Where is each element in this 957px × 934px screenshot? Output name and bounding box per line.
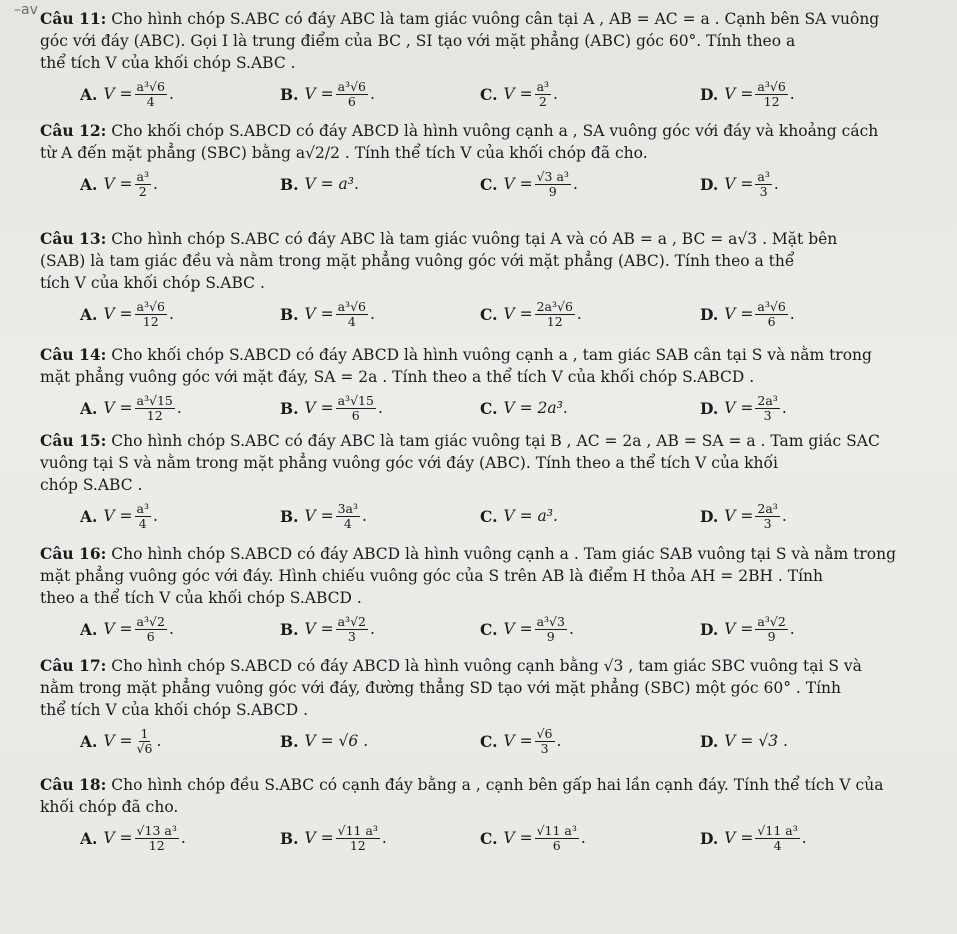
fraction-numerator: a³√2 [136, 613, 165, 629]
option-suffix: . [801, 829, 807, 847]
option-expression: V = [103, 829, 133, 847]
option-label: D. [700, 398, 719, 418]
answer-options [40, 496, 947, 536]
question-text-line [40, 587, 947, 609]
answer-option-c[interactable] [480, 496, 558, 536]
question-text-line [40, 774, 947, 796]
answer-option-a[interactable] [80, 818, 186, 858]
option-label: B. [280, 731, 299, 751]
fraction-denominator: 4 [343, 515, 352, 531]
question-text: thể tích V của khối chóp S.ABC . [40, 54, 296, 72]
answer-option-a[interactable] [80, 164, 158, 204]
option-suffix: . [156, 732, 162, 750]
answer-option-a[interactable] [80, 74, 174, 114]
option-suffix: . [556, 732, 562, 750]
answer-option-d[interactable] [700, 496, 787, 536]
question-text: từ A đến mặt phẳng (SBC) bằng a√2/2 . Tính thể tích V của khối chóp đã cho. [40, 144, 648, 162]
answer-option-b[interactable] [280, 818, 387, 858]
option-suffix: . [789, 85, 795, 103]
fraction-numerator: 3a³ [337, 500, 359, 516]
answer-options [40, 818, 947, 858]
question-label: Câu 17: [40, 656, 107, 675]
option-fraction [755, 502, 779, 531]
answer-option-c[interactable] [480, 609, 574, 649]
question-text-line [40, 565, 947, 587]
option-fraction [336, 502, 360, 531]
question-text-line [40, 474, 947, 496]
question-text-line [40, 344, 947, 366]
option-fraction [135, 727, 155, 756]
option-expression: V = [724, 305, 754, 323]
fraction-denominator: 12 [146, 407, 163, 423]
question-18 [40, 774, 947, 858]
fraction-numerator: a³ [536, 78, 550, 94]
question-text-line [40, 228, 947, 250]
option-fraction [755, 615, 787, 644]
option-label: C. [480, 506, 498, 526]
answer-option-b[interactable] [280, 164, 359, 204]
fraction-numerator: 1 [140, 725, 149, 741]
question-text: (SAB) là tam giác đều và nằm trong mặt phẳng vuông góc với mặt phẳng (ABC). Tính theo a thể [40, 252, 795, 270]
option-fraction [135, 300, 167, 329]
fraction-denominator: 12 [546, 313, 563, 329]
answer-options [40, 294, 947, 334]
fraction-numerator: a³√6 [136, 298, 165, 314]
option-fraction [535, 615, 567, 644]
option-label: D. [700, 828, 719, 848]
question-text-line [40, 8, 947, 30]
option-label: B. [280, 506, 299, 526]
question-text: Cho hình chóp S.ABCD có đáy ABCD là hình vuông cạnh a . Tam giác SAB vuông tại S và nằm trong [111, 545, 897, 563]
fraction-numerator: a³√6 [337, 78, 366, 94]
question-text-line [40, 452, 947, 474]
fraction-denominator: 4 [773, 837, 782, 853]
option-fraction [755, 170, 771, 199]
option-expression: V = [304, 507, 334, 525]
option-label: B. [280, 304, 299, 324]
fraction-numerator: a³√6 [136, 78, 165, 94]
fraction-numerator: a³ [136, 500, 150, 516]
fraction-denominator: 3 [763, 515, 772, 531]
question-text: vuông tại S và nằm trong mặt phẳng vuông góc với đáy (ABC). Tính theo a thể tích V của khối [40, 454, 778, 472]
fraction-denominator: 2 [538, 93, 547, 109]
option-fraction [755, 824, 799, 853]
option-expression: V = [503, 175, 533, 193]
answer-option-b[interactable] [280, 388, 383, 428]
fraction-denominator: 6 [767, 313, 776, 329]
question-text-line [40, 52, 947, 74]
question-label: Câu 14: [40, 345, 107, 364]
option-expression: V = [304, 85, 334, 103]
option-fraction [535, 170, 571, 199]
option-label: B. [280, 84, 299, 104]
answer-option-a[interactable] [80, 388, 182, 428]
option-expression: V = 2a³. [503, 399, 568, 417]
option-label: B. [280, 174, 299, 194]
option-expression: V = a³. [304, 175, 359, 193]
question-text: chóp S.ABC . [40, 476, 143, 494]
answer-option-d[interactable] [700, 388, 787, 428]
fraction-denominator: 3 [763, 407, 772, 423]
answer-option-d[interactable] [700, 164, 779, 204]
question-text: Cho hình chóp S.ABCD có đáy ABCD là hình vuông cạnh bằng √3 , tam giác SBC vuông tại S và [111, 657, 862, 675]
option-label: C. [480, 828, 498, 848]
option-label: C. [480, 84, 498, 104]
question-text: Cho hình chóp S.ABC có đáy ABC là tam giác vuông tại A và có AB = a , BC = a√3 . Mặt bên [111, 230, 838, 248]
option-expression: V = [103, 399, 133, 417]
fraction-numerator: √6 [536, 725, 553, 741]
option-suffix: . [153, 175, 158, 193]
fraction-numerator: a³ [757, 168, 770, 184]
fraction-numerator: a³√15 [136, 392, 173, 408]
question-12 [40, 120, 947, 204]
option-suffix: . [362, 507, 367, 525]
answer-option-a[interactable] [80, 496, 158, 536]
option-expression: V = [503, 732, 533, 750]
question-text-line [40, 430, 947, 452]
option-fraction [336, 300, 368, 329]
option-fraction [336, 824, 380, 853]
fraction-denominator: √6 [136, 740, 153, 756]
question-text: khối chóp đã cho. [40, 798, 179, 816]
option-suffix: . [168, 85, 174, 103]
fraction-denominator: 3 [759, 183, 768, 199]
answer-option-c[interactable] [480, 818, 586, 858]
answer-options [40, 721, 947, 761]
handwritten-margin-note: –av [14, 2, 38, 18]
option-suffix: . [580, 829, 586, 847]
question-text: góc với đáy (ABC). Gọi I là trung điểm của BC , SI tạo với mặt phẳng (ABC) góc 60°. Tính theo a [40, 32, 796, 50]
option-expression: V = [724, 507, 754, 525]
answer-option-b[interactable] [280, 609, 375, 649]
option-fraction [755, 394, 779, 423]
option-fraction [135, 615, 167, 644]
option-expression: V = [724, 829, 754, 847]
option-label: C. [480, 619, 498, 639]
option-fraction [336, 394, 376, 423]
option-fraction [135, 80, 167, 109]
answer-option-a[interactable] [80, 294, 174, 334]
answer-option-b[interactable] [280, 721, 368, 761]
option-label: B. [280, 398, 299, 418]
question-16 [40, 543, 947, 649]
option-expression: V = [103, 305, 133, 323]
question-14 [40, 344, 947, 428]
question-text: Cho khối chóp S.ABCD có đáy ABCD là hình vuông cạnh a , SA vuông góc với đáy và khoảng cách [111, 122, 879, 140]
option-label: C. [480, 731, 498, 751]
option-suffix: . [377, 399, 383, 417]
question-label: Câu 12: [40, 121, 107, 140]
fraction-denominator: 9 [548, 183, 557, 199]
fraction-numerator: a³ [136, 168, 150, 184]
option-label: A. [80, 619, 98, 639]
question-17 [40, 655, 947, 761]
answer-option-c[interactable] [480, 721, 561, 761]
option-fraction [336, 80, 368, 109]
question-text-line [40, 30, 947, 52]
option-expression: V = [503, 620, 533, 638]
question-11 [40, 8, 947, 114]
question-text: Cho hình chóp đều S.ABC có cạnh đáy bằng a , cạnh bên gấp hai lần cạnh đáy. Tính thể tích V của [111, 776, 884, 794]
question-text: thể tích V của khối chóp S.ABCD . [40, 701, 308, 719]
option-expression: V = a³. [503, 507, 558, 525]
answer-options [40, 164, 947, 204]
option-label: C. [480, 304, 498, 324]
option-suffix: . [370, 305, 375, 323]
fraction-denominator: 9 [767, 628, 776, 644]
answer-options [40, 388, 947, 428]
option-label: A. [80, 506, 98, 526]
answer-option-c[interactable] [480, 294, 582, 334]
option-fraction [336, 615, 368, 644]
answer-option-d[interactable] [700, 74, 795, 114]
question-text: Cho khối chóp S.ABCD có đáy ABCD là hình vuông cạnh a , tam giác SAB cân tại S và nằm trong [111, 346, 872, 364]
fraction-denominator: 2 [138, 183, 147, 199]
option-suffix: . [153, 507, 158, 525]
option-label: A. [80, 731, 98, 751]
option-label: A. [80, 304, 98, 324]
option-fraction [135, 394, 175, 423]
fraction-numerator: √11 a³ [757, 822, 798, 838]
fraction-numerator: a³√15 [337, 392, 374, 408]
question-text: mặt phẳng vuông góc với mặt đáy, SA = 2a . Tính theo a thể tích V của khối chóp S.ABCD . [40, 368, 755, 386]
fraction-denominator: 12 [349, 837, 366, 853]
answer-option-b[interactable] [280, 294, 375, 334]
answer-options [40, 74, 947, 114]
option-suffix: . [773, 175, 779, 193]
option-expression: V = [103, 507, 133, 525]
option-label: A. [80, 398, 98, 418]
option-suffix: . [381, 829, 387, 847]
option-fraction [135, 502, 151, 531]
fraction-numerator: √13 a³ [136, 822, 177, 838]
option-label: D. [700, 304, 719, 324]
option-expression: V = [503, 829, 533, 847]
option-suffix: . [370, 85, 375, 103]
question-text-line [40, 543, 947, 565]
option-suffix: . [781, 507, 787, 525]
option-suffix: . [572, 175, 578, 193]
option-fraction [755, 300, 787, 329]
fraction-denominator: 4 [146, 93, 155, 109]
question-text-line [40, 366, 947, 388]
option-fraction [535, 727, 555, 756]
option-expression: V = [103, 175, 133, 193]
option-suffix: . [176, 399, 182, 417]
option-expression: V = [304, 829, 334, 847]
fraction-numerator: √11 a³ [337, 822, 378, 838]
answer-option-b[interactable] [280, 496, 367, 536]
question-text: mặt phẳng vuông góc với đáy. Hình chiếu vuông góc của S trên AB là điểm H thỏa AH = 2BH . Tính [40, 567, 824, 585]
question-text-line [40, 120, 947, 142]
question-label: Câu 11: [40, 9, 107, 28]
fraction-denominator: 6 [351, 407, 360, 423]
option-suffix: . [168, 620, 174, 638]
fraction-numerator: a³√6 [757, 298, 786, 314]
answer-option-a[interactable] [80, 721, 161, 761]
answer-options [40, 609, 947, 649]
option-expression: V = √6 . [304, 732, 369, 750]
option-expression: V = [503, 85, 533, 103]
option-label: C. [480, 398, 498, 418]
answer-option-d[interactable] [700, 294, 795, 334]
question-text-line [40, 142, 947, 164]
option-expression: V = √3 . [724, 732, 788, 750]
fraction-denominator: 9 [546, 628, 555, 644]
option-expression: V = [503, 305, 533, 323]
fraction-numerator: a³√2 [337, 613, 366, 629]
option-label: C. [480, 174, 498, 194]
option-expression: V = [724, 399, 754, 417]
option-suffix: . [781, 399, 787, 417]
question-text: tích V của khối chóp S.ABC . [40, 274, 265, 292]
option-suffix: . [168, 305, 174, 323]
option-expression: V = [724, 85, 754, 103]
question-label: Câu 13: [40, 229, 107, 248]
question-text-line [40, 796, 947, 818]
answer-option-d[interactable] [700, 721, 788, 761]
option-expression: V = [724, 620, 754, 638]
fraction-numerator: a³√6 [337, 298, 366, 314]
fraction-denominator: 12 [148, 837, 165, 853]
option-fraction [535, 824, 579, 853]
question-text-line [40, 655, 947, 677]
question-label: Câu 16: [40, 544, 107, 563]
question-15 [40, 430, 947, 536]
fraction-numerator: √11 a³ [536, 822, 577, 838]
answer-option-d[interactable] [700, 818, 807, 858]
question-label: Câu 15: [40, 431, 107, 450]
option-expression: V = [304, 620, 334, 638]
option-label: D. [700, 619, 719, 639]
fraction-denominator: 12 [142, 313, 159, 329]
option-label: D. [700, 84, 719, 104]
fraction-denominator: 6 [552, 837, 561, 853]
question-13 [40, 228, 947, 334]
question-text-line [40, 677, 947, 699]
option-fraction [135, 824, 179, 853]
fraction-numerator: 2a³ [757, 392, 778, 408]
option-suffix: . [370, 620, 375, 638]
fraction-denominator: 6 [146, 628, 155, 644]
fraction-denominator: 4 [347, 313, 356, 329]
option-expression: V = [304, 399, 334, 417]
fraction-denominator: 6 [347, 93, 356, 109]
question-text: theo a thể tích V của khối chóp S.ABCD . [40, 589, 362, 607]
option-fraction [755, 80, 787, 109]
question-text-line [40, 699, 947, 721]
fraction-numerator: √3 a³ [536, 168, 569, 184]
option-label: A. [80, 174, 98, 194]
option-suffix: . [789, 305, 795, 323]
fraction-denominator: 3 [540, 740, 549, 756]
option-label: A. [80, 828, 98, 848]
option-suffix: . [789, 620, 795, 638]
answer-option-c[interactable] [480, 388, 568, 428]
fraction-denominator: 12 [763, 93, 780, 109]
option-label: B. [280, 828, 299, 848]
option-label: D. [700, 506, 719, 526]
option-expression: V = [103, 620, 133, 638]
fraction-denominator: 3 [347, 628, 356, 644]
fraction-numerator: a³√6 [757, 78, 786, 94]
option-expression: V = [304, 305, 334, 323]
fraction-numerator: a³√2 [757, 613, 786, 629]
option-suffix: . [576, 305, 582, 323]
question-text: nằm trong mặt phẳng vuông góc với đáy, đường thẳng SD tạo với mặt phẳng (SBC) một góc 60° . Tính [40, 679, 842, 697]
question-text-line [40, 272, 947, 294]
answer-option-b[interactable] [280, 74, 375, 114]
option-expression: V = [103, 732, 133, 750]
question-text: Cho hình chóp S.ABC có đáy ABC là tam giác vuông tại B , AC = 2a , AB = SA = a . Tam giác SAC [111, 432, 880, 450]
option-expression: V = [103, 85, 133, 103]
fraction-numerator: a³√3 [536, 613, 565, 629]
question-label: Câu 18: [40, 775, 107, 794]
answer-option-c[interactable] [480, 74, 558, 114]
fraction-numerator: 2a³ [757, 500, 778, 516]
option-label: D. [700, 731, 719, 751]
fraction-numerator: 2a³√6 [536, 298, 573, 314]
option-expression: V = [724, 175, 754, 193]
option-label: B. [280, 619, 299, 639]
question-text-line [40, 250, 947, 272]
question-text: Cho hình chóp S.ABC có đáy ABC là tam giác vuông cân tại A , AB = AC = a . Cạnh bên SA vuông [111, 10, 880, 28]
option-suffix: . [568, 620, 574, 638]
option-suffix: . [180, 829, 186, 847]
fraction-denominator: 4 [138, 515, 147, 531]
option-fraction [135, 170, 151, 199]
answer-option-c[interactable] [480, 164, 578, 204]
answer-option-a[interactable] [80, 609, 174, 649]
option-suffix: . [553, 85, 558, 103]
option-label: A. [80, 84, 98, 104]
option-fraction [535, 80, 551, 109]
option-fraction [535, 300, 575, 329]
option-label: D. [700, 174, 719, 194]
answer-option-d[interactable] [700, 609, 795, 649]
